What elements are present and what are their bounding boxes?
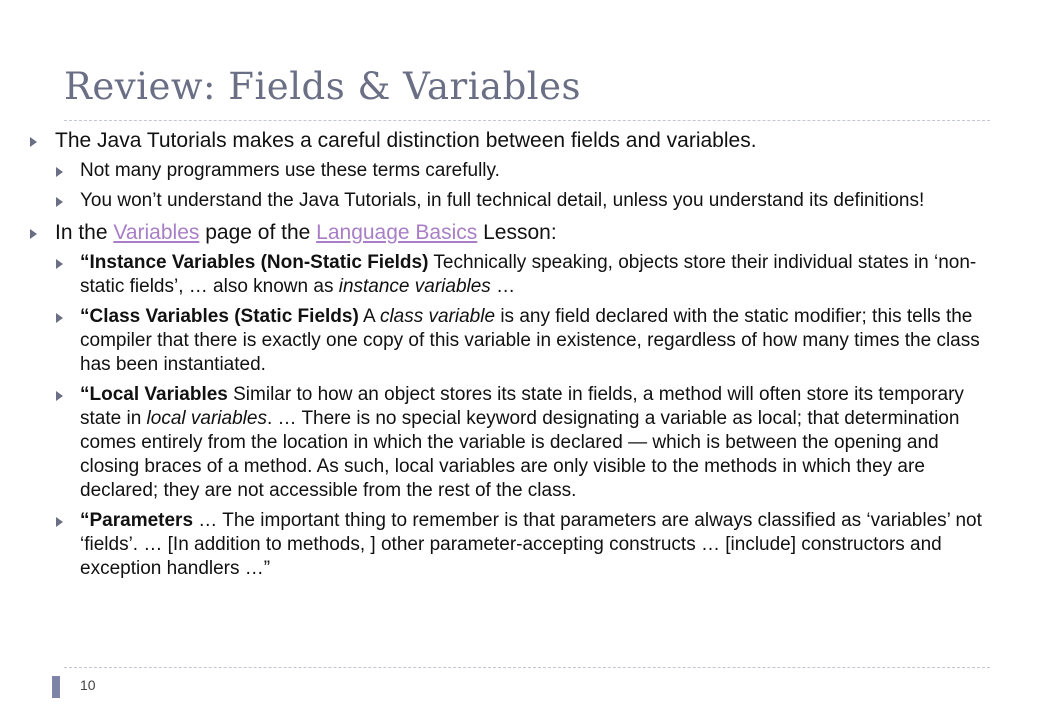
- sub-bullet-parameters: [28, 509, 1003, 581]
- sub-bullet-understand: [28, 189, 1003, 213]
- term-emphasis: instance variables: [338, 276, 491, 297]
- footer-divider: [64, 667, 990, 668]
- term-text: …: [490, 276, 516, 297]
- page-number: 10: [80, 677, 96, 693]
- term-text: … The important thing to remember is that parameters are always classified as ‘variables’ not ‘fields’. … [In addition to methods, ] other parameter-accepting constructs … [include] constructors and exception handlers …”: [80, 510, 982, 579]
- sub-bullet-instance-variables: [28, 251, 1003, 299]
- term-heading: “Class Variables (Static Fields): [80, 306, 359, 327]
- title-divider: [64, 120, 990, 121]
- bullet-text: The Java Tutorials makes a careful distinction between fields and variables.: [55, 129, 757, 152]
- sub-bullet-local-variables: [28, 383, 1003, 503]
- bullet-variables-page: [28, 219, 1003, 247]
- slide-title: Review: Fields & Variables: [64, 65, 582, 108]
- bullet-mid: page of the: [199, 221, 317, 244]
- term-heading: “Local Variables: [80, 384, 228, 405]
- bullet-arrow-icon: [56, 197, 63, 207]
- term-text: Technically speaking, objects store their individual states in ‘non-static fields’, … also known as: [80, 252, 977, 297]
- term-text: A: [358, 306, 380, 327]
- sub-bullet-text: Not many programmers use these terms carefully.: [80, 160, 500, 181]
- term-heading: “Instance Variables (Non-Static Fields): [80, 252, 429, 273]
- sub-bullet-class-variables: [28, 305, 1003, 377]
- bullet-arrow-icon: [56, 391, 63, 401]
- term-text: . … There is no special keyword designating a variable as local; that determination comes entirely from the location in which the variable is declared — which is between the opening and closing braces of a method. As such, local variables are only visible to the methods in which they are declared; they are not accessible from the rest of the class.: [80, 408, 960, 501]
- bullet-arrow-icon: [56, 313, 63, 323]
- bullet-arrow-icon: [30, 137, 37, 147]
- bullet-arrow-icon: [56, 167, 63, 177]
- bullet-arrow-icon: [56, 517, 63, 527]
- term-text: is any field declared with the static modifier; this tells the compiler that there is exactly one copy of this variable in existence, regardless of how many times the class has been instantiated.: [80, 306, 980, 375]
- footer-accent-bar: [52, 676, 60, 698]
- bullet-prefix: In the: [55, 221, 114, 244]
- variables-link[interactable]: Variables: [113, 221, 200, 244]
- bullet-arrow-icon: [56, 259, 63, 269]
- slide-content: [28, 127, 1003, 587]
- term-emphasis: local variables: [146, 408, 267, 429]
- bullet-suffix: Lesson:: [477, 221, 557, 244]
- sub-bullet-text: You won’t understand the Java Tutorials, in full technical detail, unless you understand its definitions!: [80, 190, 925, 211]
- bullet-arrow-icon: [30, 229, 37, 239]
- term-heading: “Parameters: [80, 510, 194, 531]
- bullet-distinction: [28, 127, 1003, 155]
- term-emphasis: class variable: [379, 306, 496, 327]
- language-basics-link[interactable]: Language Basics: [316, 221, 478, 244]
- term-text: Similar to how an object stores its state in fields, a method will often store its temporary state in: [80, 384, 964, 429]
- sub-bullet-programmers: [28, 159, 1003, 183]
